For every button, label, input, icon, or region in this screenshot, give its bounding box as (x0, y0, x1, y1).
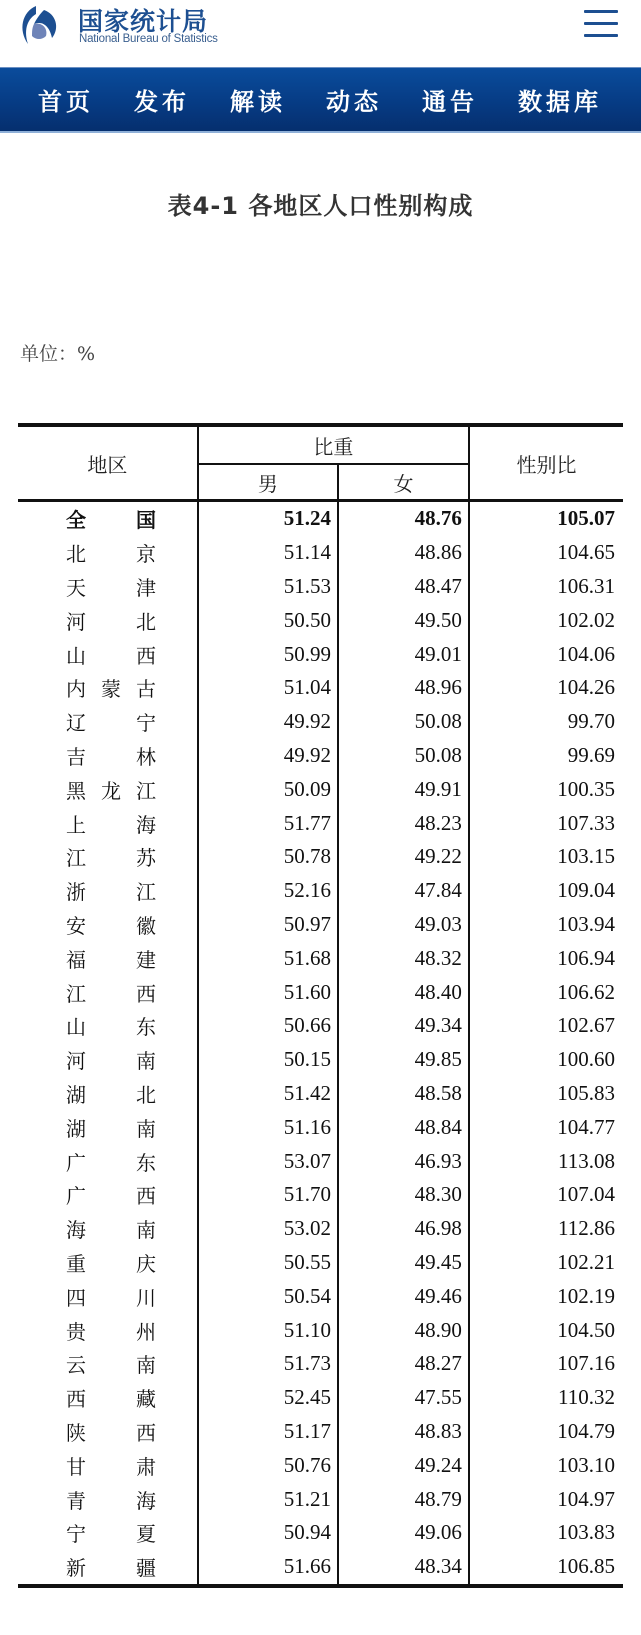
table-row (18, 1077, 623, 1111)
region-cell (18, 1448, 198, 1482)
female-cell: 50.08 (338, 739, 469, 773)
male-cell: 53.02 (198, 1212, 338, 1246)
male-cell: 51.17 (198, 1415, 338, 1449)
female-cell: 49.22 (338, 840, 469, 874)
sex-ratio-cell: 104.26 (557, 675, 615, 700)
table-row (18, 1381, 623, 1415)
table-row (18, 671, 623, 705)
sex-ratio-cell: 104.50 (557, 1317, 615, 1342)
table-row (18, 1212, 623, 1246)
sex-ratio-cell: 103.83 (557, 1520, 615, 1545)
region-name: 安徽 (66, 913, 156, 938)
table-row (18, 570, 623, 604)
male-cell: 51.60 (198, 975, 338, 1009)
male-cell: 50.55 (198, 1246, 338, 1280)
page-title: 表4-1 各地区人口性别构成 (167, 192, 474, 220)
region-name: 山东 (66, 1015, 156, 1040)
sex-ratio-cell: 103.10 (557, 1452, 615, 1477)
region-cell (18, 1246, 198, 1280)
sex-ratio-cell: 106.62 (557, 979, 615, 1004)
logo-title-cn[interactable]: 国家统计局 (78, 7, 209, 36)
male-cell: 51.68 (198, 941, 338, 975)
sex-ratio-cell: 100.60 (557, 1047, 615, 1072)
male-cell: 50.94 (198, 1516, 338, 1550)
male-cell: 53.07 (198, 1144, 338, 1178)
sex-ratio-cell: 107.16 (557, 1351, 615, 1376)
sex-ratio-cell: 99.69 (567, 742, 615, 767)
sex-ratio-cell: 106.85 (469, 1550, 623, 1586)
male-cell: 49.92 (198, 705, 338, 739)
female-cell: 46.93 (338, 1144, 469, 1178)
male-cell: 50.09 (198, 772, 338, 806)
header-male: 男 (198, 464, 338, 501)
region-name: 西藏 (66, 1387, 156, 1412)
male-cell: 51.14 (198, 536, 338, 570)
table-row (18, 1415, 623, 1449)
male-cell: 52.16 (198, 874, 338, 908)
female-cell: 48.83 (338, 1415, 469, 1449)
nav-item-release[interactable]: 发布 (134, 87, 190, 116)
logo-title-en: National Bureau of Statistics (79, 33, 218, 45)
female-cell: 50.08 (338, 705, 469, 739)
male-cell: 49.92 (198, 739, 338, 773)
table-row (18, 501, 623, 536)
region-name: 甘肃 (66, 1454, 156, 1479)
male-cell: 50.15 (198, 1043, 338, 1077)
region-name: 全国 (66, 508, 156, 533)
region-name: 广东 (66, 1150, 156, 1175)
nbs-logo-icon[interactable] (14, 2, 64, 48)
male-cell: 50.78 (198, 840, 338, 874)
female-cell: 48.86 (338, 536, 469, 570)
female-cell: 49.85 (338, 1043, 469, 1077)
header-proportion: 比重 (198, 425, 469, 464)
main-nav (0, 67, 641, 133)
table-row (18, 1448, 623, 1482)
table-row (18, 1178, 623, 1212)
female-cell: 46.98 (338, 1212, 469, 1246)
region-name: 重庆 (66, 1251, 156, 1276)
female-cell: 49.45 (338, 1246, 469, 1280)
region-name: 海南 (66, 1218, 156, 1243)
region-cell (18, 1313, 198, 1347)
sex-ratio-cell: 102.67 (557, 1013, 615, 1038)
header-region: 地区 (18, 425, 198, 501)
region-cell (18, 1144, 198, 1178)
sex-ratio-cell: 102.02 (557, 607, 615, 632)
male-cell: 51.70 (198, 1178, 338, 1212)
sex-ratio-cell: 105.07 (557, 506, 615, 531)
region-cell (18, 705, 198, 739)
sex-ratio-cell: 104.65 (557, 540, 615, 565)
unit-label: 单位：% (20, 343, 96, 365)
region-cell (18, 1482, 198, 1516)
nav-item-home[interactable]: 首页 (38, 87, 94, 116)
region-name: 江苏 (66, 846, 156, 871)
female-cell: 48.90 (338, 1313, 469, 1347)
sex-ratio-cell: 100.35 (557, 776, 615, 801)
region-name: 湖北 (66, 1082, 156, 1107)
sex-ratio-cell: 110.32 (558, 1385, 615, 1410)
region-cell (18, 1009, 198, 1043)
sex-ratio-cell: 102.19 (557, 1283, 615, 1308)
region-cell (18, 806, 198, 840)
male-cell: 52.45 (198, 1381, 338, 1415)
region-name: 福建 (66, 947, 156, 972)
region-cell (18, 941, 198, 975)
region-cell (18, 570, 198, 604)
table-row (18, 1009, 623, 1043)
region-name: 江西 (66, 981, 156, 1006)
region-cell (18, 1381, 198, 1415)
male-cell: 50.99 (198, 637, 338, 671)
region-name: 河南 (66, 1049, 156, 1074)
female-cell: 48.58 (338, 1077, 469, 1111)
sex-ratio-cell: 102.21 (557, 1249, 615, 1274)
female-cell: 48.79 (338, 1482, 469, 1516)
nav-item-notice[interactable]: 通告 (422, 87, 478, 116)
region-cell (18, 501, 198, 536)
table-row (18, 1347, 623, 1381)
table-row (18, 1550, 623, 1586)
table-row (18, 1110, 623, 1144)
region-name: 新疆 (66, 1556, 156, 1581)
male-cell: 50.76 (198, 1448, 338, 1482)
header-female: 女 (338, 464, 469, 501)
region-name: 山西 (66, 643, 156, 668)
hamburger-menu-icon[interactable] (582, 10, 622, 40)
female-cell: 48.32 (338, 941, 469, 975)
region-cell (18, 1279, 198, 1313)
region-cell (18, 1110, 198, 1144)
female-cell: 49.24 (338, 1448, 469, 1482)
region-name: 内蒙古 (66, 677, 156, 702)
female-cell: 48.27 (338, 1347, 469, 1381)
region-cell (18, 1212, 198, 1246)
table-row (18, 1246, 623, 1280)
table-row (18, 705, 623, 739)
region-name: 宁夏 (66, 1522, 156, 1547)
region-cell (18, 1043, 198, 1077)
region-cell (18, 536, 198, 570)
male-cell: 51.66 (198, 1550, 338, 1586)
table-row (18, 637, 623, 671)
sex-ratio-cell: 104.97 (557, 1486, 615, 1511)
region-cell (18, 1550, 198, 1586)
female-cell: 49.91 (338, 772, 469, 806)
male-cell: 50.54 (198, 1279, 338, 1313)
region-name: 广西 (66, 1184, 156, 1209)
region-name: 浙江 (66, 880, 156, 905)
region-cell (18, 772, 198, 806)
region-name: 青海 (66, 1488, 156, 1513)
nav-item-interpretation[interactable]: 解读 (230, 87, 286, 116)
table-row (18, 874, 623, 908)
table-row (18, 1482, 623, 1516)
female-cell: 48.84 (338, 1110, 469, 1144)
table-row (18, 1043, 623, 1077)
sex-ratio-cell: 107.04 (557, 1182, 615, 1207)
table-row (18, 1516, 623, 1550)
sex-ratio-cell: 109.04 (557, 878, 615, 903)
female-cell: 49.34 (338, 1009, 469, 1043)
female-cell: 49.01 (338, 637, 469, 671)
sex-ratio-cell: 107.33 (557, 810, 615, 835)
female-cell: 47.84 (338, 874, 469, 908)
region-name: 湖南 (66, 1116, 156, 1141)
region-cell (18, 1347, 198, 1381)
region-name: 四川 (66, 1285, 156, 1310)
female-cell: 48.76 (338, 501, 469, 536)
nav-item-news[interactable]: 动态 (326, 87, 382, 116)
female-cell: 47.55 (338, 1381, 469, 1415)
male-cell: 51.24 (198, 501, 338, 536)
region-cell (18, 908, 198, 942)
region-cell (18, 975, 198, 1009)
sex-ratio-cell: 103.94 (557, 911, 615, 936)
region-name: 云南 (66, 1353, 156, 1378)
female-cell: 48.34 (338, 1550, 469, 1586)
nav-item-database[interactable]: 数据库 (518, 87, 602, 116)
header-sex-ratio: 性别比 (469, 425, 623, 501)
female-cell: 48.47 (338, 570, 469, 604)
male-cell: 51.10 (198, 1313, 338, 1347)
sex-ratio-cell: 105.83 (557, 1080, 615, 1105)
sex-ratio-cell: 106.94 (557, 945, 615, 970)
sex-ratio-cell: 112.86 (558, 1216, 615, 1241)
region-cell (18, 1516, 198, 1550)
table-row (18, 772, 623, 806)
table-row (18, 1279, 623, 1313)
region-name: 吉林 (66, 744, 156, 769)
region-name: 上海 (66, 812, 156, 837)
table-row (18, 603, 623, 637)
region-name: 贵州 (66, 1319, 156, 1344)
sex-ratio-cell: 104.77 (557, 1114, 615, 1139)
male-cell: 51.77 (198, 806, 338, 840)
region-cell (18, 603, 198, 637)
sex-ratio-cell: 113.08 (558, 1148, 615, 1173)
region-cell (18, 1077, 198, 1111)
female-cell: 48.96 (338, 671, 469, 705)
male-cell: 51.21 (198, 1482, 338, 1516)
male-cell: 51.53 (198, 570, 338, 604)
table-row (18, 1144, 623, 1178)
female-cell: 49.46 (338, 1279, 469, 1313)
region-cell (18, 739, 198, 773)
male-cell: 51.16 (198, 1110, 338, 1144)
region-name: 河北 (66, 609, 156, 634)
region-name: 陕西 (66, 1420, 156, 1445)
male-cell: 51.04 (198, 671, 338, 705)
region-name: 黑龙江 (66, 778, 156, 803)
region-name: 北京 (66, 542, 156, 567)
region-cell (18, 1415, 198, 1449)
female-cell: 48.30 (338, 1178, 469, 1212)
sex-ratio-cell: 99.70 (567, 709, 615, 734)
sex-ratio-cell: 104.06 (557, 641, 615, 666)
male-cell: 50.50 (198, 603, 338, 637)
table-row (18, 806, 623, 840)
female-cell: 49.03 (338, 908, 469, 942)
table-row (18, 908, 623, 942)
female-cell: 48.40 (338, 975, 469, 1009)
sex-ratio-cell: 106.31 (557, 573, 615, 598)
table-row (18, 739, 623, 773)
male-cell: 50.97 (198, 908, 338, 942)
sex-ratio-cell: 103.15 (557, 844, 615, 869)
male-cell: 51.73 (198, 1347, 338, 1381)
site-header (0, 0, 641, 66)
table-row (18, 975, 623, 1009)
region-cell (18, 874, 198, 908)
female-cell: 49.50 (338, 603, 469, 637)
table-row (18, 941, 623, 975)
region-cell (18, 840, 198, 874)
region-cell (18, 637, 198, 671)
region-cell (18, 671, 198, 705)
region-name: 辽宁 (66, 711, 156, 736)
table-row (18, 536, 623, 570)
female-cell: 49.06 (338, 1516, 469, 1550)
female-cell: 48.23 (338, 806, 469, 840)
table-row (18, 1313, 623, 1347)
table-row (18, 840, 623, 874)
region-cell (18, 1178, 198, 1212)
male-cell: 51.42 (198, 1077, 338, 1111)
region-name: 天津 (66, 575, 156, 600)
sex-composition-table (18, 423, 623, 1588)
male-cell: 50.66 (198, 1009, 338, 1043)
sex-ratio-cell: 104.79 (557, 1418, 615, 1443)
